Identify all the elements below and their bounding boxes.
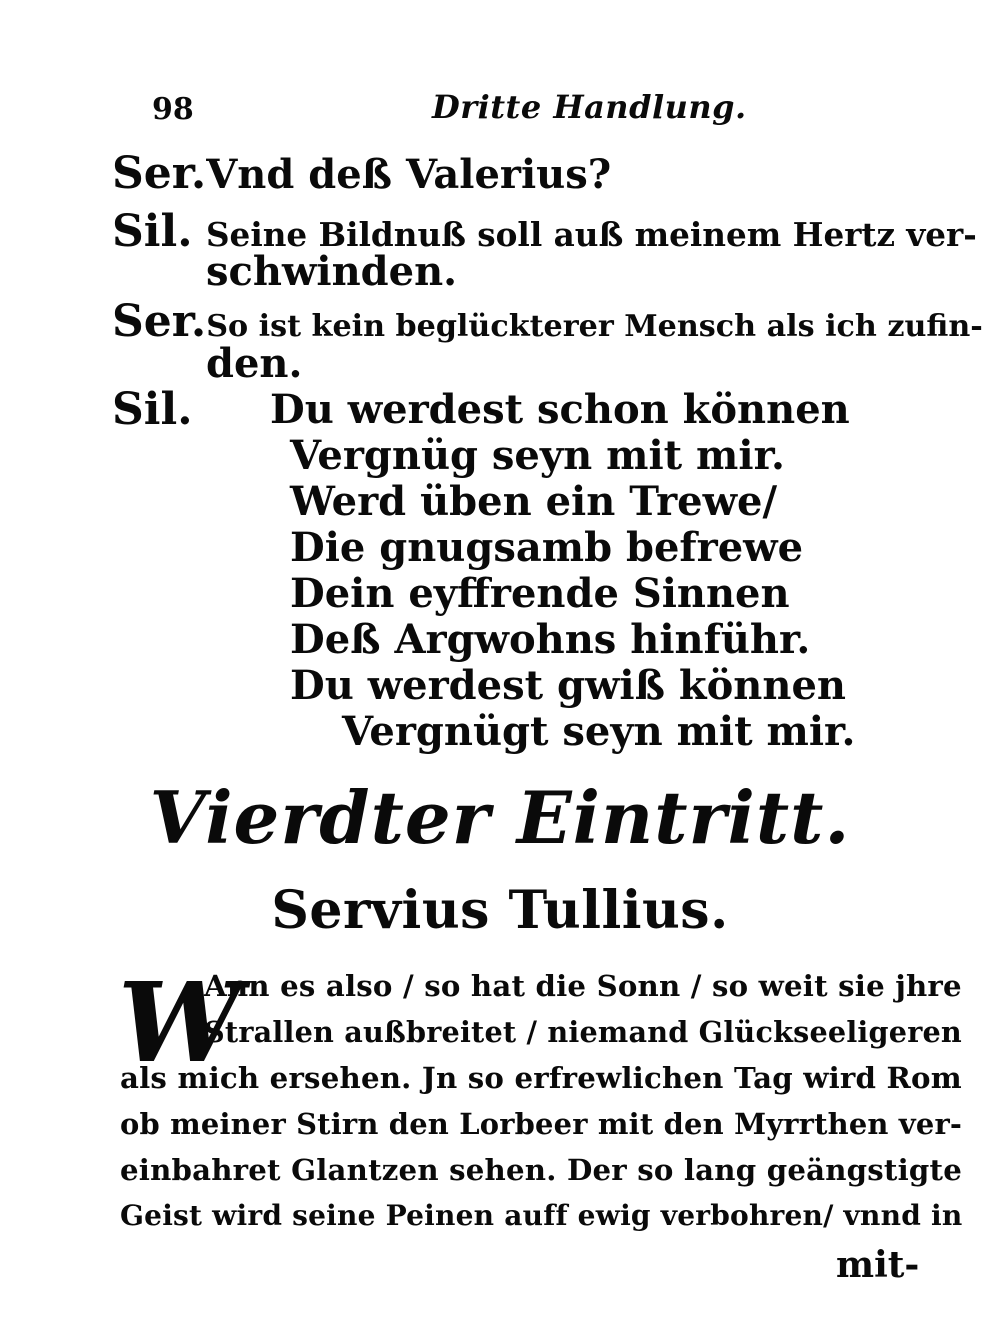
scene-speaker: Servius Tullius. xyxy=(271,880,729,941)
verse-line: Werd üben ein Trewe/ xyxy=(290,478,778,525)
prose-line: Strallen außbreitet / niemand Glückseeligeren xyxy=(204,1015,962,1049)
dialogue-text: Seine Bildnuß soll auß meinem Hertz ver- xyxy=(206,215,977,254)
dialogue-text: Vnd deß Valerius? xyxy=(206,151,612,198)
prose-line: Ann es also / so hat die Sonn / so weit sie jhre xyxy=(204,969,962,1003)
page-number: 98 xyxy=(152,92,194,127)
verse-line: Deß Argwohns hinführ. xyxy=(290,616,811,663)
verse-line: Vergnüg seyn mit mir. xyxy=(290,432,785,479)
running-head: Dritte Handlung. xyxy=(432,88,747,126)
verse-line: Die gnugsamb befrewe xyxy=(290,524,804,571)
drop-cap: W xyxy=(118,958,242,1087)
verse-line: Dein eyffrende Sinnen xyxy=(290,570,790,617)
prose-line: als mich ersehen. Jn so erfrewlichen Tag wird Rom xyxy=(120,1061,962,1095)
verse-line: Vergnügt seyn mit mir. xyxy=(342,708,856,755)
dialogue-text: So ist kein beglückterer Mensch als ich zufin- xyxy=(206,309,983,344)
dialogue-line xyxy=(112,384,193,435)
prose-line: einbahret Glantzen sehen. Der so lang geängstigte xyxy=(120,1153,963,1187)
scene-title: Vierdter Eintritt. xyxy=(149,775,851,860)
speaker-label: Sil. xyxy=(112,206,193,257)
speaker-label: Sil. xyxy=(112,384,193,435)
verse-line: Du werdest schon können xyxy=(270,386,850,433)
verse-line: Du werdest gwiß können xyxy=(290,662,846,709)
dialogue-line xyxy=(112,296,983,347)
speaker-label: Ser. xyxy=(112,296,207,347)
dialogue-continuation: schwinden. xyxy=(206,248,458,295)
dialogue-continuation: den. xyxy=(206,340,303,387)
catchword: mit- xyxy=(836,1244,920,1286)
prose-line: Geist wird seine Peinen auff ewig verbohren/ vnnd in xyxy=(120,1199,963,1232)
dialogue-line xyxy=(112,148,612,199)
speaker-label: Ser. xyxy=(112,148,207,199)
prose-line: ob meiner Stirn den Lorbeer mit den Myrrthen ver- xyxy=(120,1107,963,1141)
